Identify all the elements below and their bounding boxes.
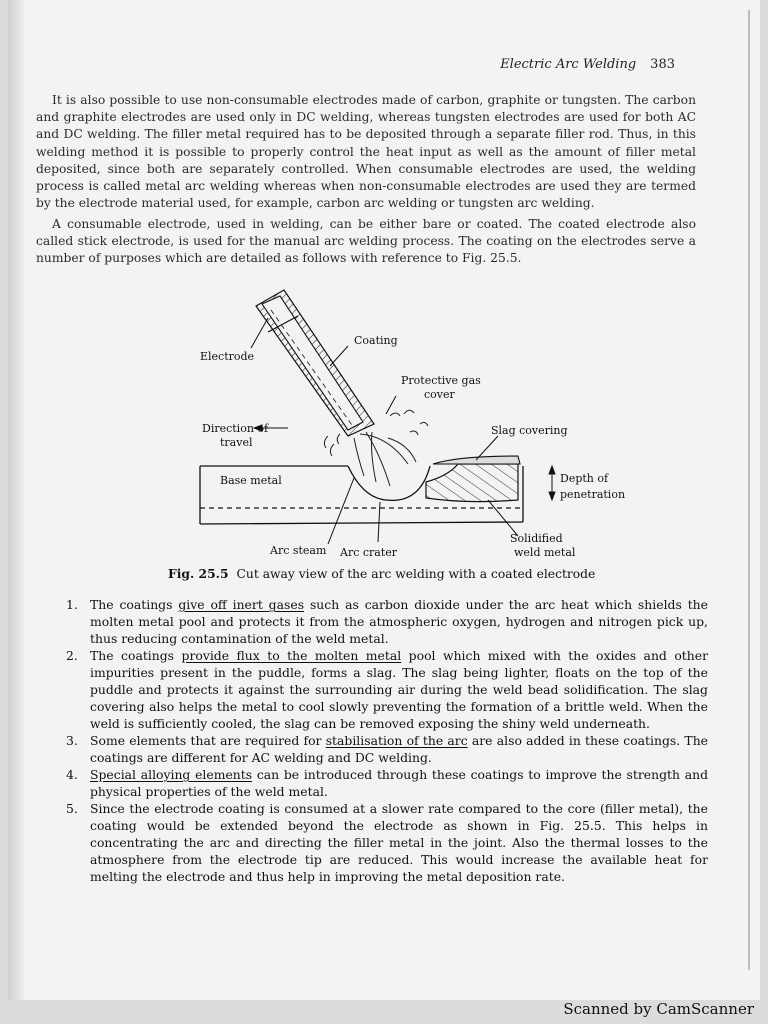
- label-direction-travel: travel: [220, 436, 253, 449]
- arc-welding-diagram: [158, 286, 648, 576]
- label-coating: Coating: [354, 334, 398, 347]
- label-arc-crater: Arc crater: [340, 546, 398, 559]
- figure-arc-welding: [158, 286, 648, 576]
- list-item: 1. The coatings give off inert gases such as carbon dioxide under the arc heat which shields the molten metal pool and protects it from the atmospheric oxygen, hydrogen and nitrogen pick up, thus reducing contamination of the weld metal.: [66, 597, 708, 646]
- list-item: 4. Special alloying elements can be introduced through these coatings to improve the strength and physical properties of the weld metal.: [66, 767, 708, 799]
- underlined-phrase: give off inert gases: [178, 597, 305, 612]
- list-item: 2. The coatings provide flux to the molten metal pool which mixed with the oxides and other impurities present in the puddle, forms a slag. The slag being lighter, floats on the top of the puddle and protects it against the surrounding air during the weld bead solidification. The slag covering also helps the metal to cool slowly preventing the formation of a brittle weld. When the weld is sufficiently cooled, the slag can be removed exposing the shiny weld underneath.: [66, 648, 708, 731]
- label-solidified-weld: weld metal: [514, 546, 576, 559]
- label-base-metal: Base metal: [220, 474, 282, 487]
- underlined-phrase: Special alloying elements: [90, 767, 253, 782]
- paragraph-non-consumable: It is also possible to use non-consumable electrodes made of carbon, graphite or tungsten. The carbon and graphite electrodes are used only in DC welding, whereas tungsten electrodes are used for both AC and DC welding. The filler metal required has to be deposited through a separate filler rod. Thus, in this welding method it is possible to properly control the heat input as well as the amount of filler metal deposited, since both are separately controlled. When consumable electrodes are used, the welding process is called metal arc welding whereas when non-consumable electrodes are used they are termed by the electrode material used, for example, carbon arc welding or tungsten arc welding.: [36, 93, 696, 211]
- paragraph-consumable: A consumable electrode, used in welding, can be either bare or coated. The coated electrode also called stick electrode, is used for the manual arc welding process. The coating on the electrodes serve a number of purposes which are detailed as follows with reference to Fig. 25.5.: [36, 217, 696, 266]
- figure-caption-text: Cut away view of the arc welding with a coated electrode: [236, 567, 596, 581]
- label-electrode: Electrode: [200, 350, 255, 363]
- list-item: 3. Some elements that are required for stabilisation of the arc are also added in these coatings. The coatings are different for AC welding and DC welding.: [66, 733, 709, 765]
- list-item: 5. Since the electrode coating is consumed at a slower rate compared to the core (filler metal), the coating would be extended beyond the electrode as shown in Fig. 25.5. This helps in concentrating the arc and directing the filler metal in the joint. Also the thermal losses to the atmosphere from the electrode tip are reduced. This would increase the available heat for melting the electrode and thus help in improving the metal deposition rate.: [66, 801, 708, 884]
- label-direction: Direction of: [202, 422, 269, 435]
- label-protective-gas-cover: cover: [424, 388, 455, 401]
- scanner-watermark: Scanned by CamScanner: [563, 1000, 754, 1018]
- underlined-phrase: stabilisation of the arc: [325, 733, 468, 748]
- running-header: [500, 57, 675, 72]
- page-number: 383: [650, 57, 675, 72]
- figure-number: Fig. 25.5: [168, 566, 229, 581]
- book-page: [8, 0, 760, 1000]
- label-arc-steam: Arc steam: [270, 544, 327, 557]
- coating-purposes-list: [66, 596, 708, 885]
- chapter-title: Electric Arc Welding: [500, 57, 637, 72]
- label-depth-penetration: penetration: [560, 488, 626, 501]
- label-depth: Depth of: [560, 472, 609, 485]
- label-slag-covering: Slag covering: [491, 424, 568, 437]
- underlined-phrase: provide flux to the molten metal: [181, 648, 402, 663]
- electrode: [256, 290, 374, 436]
- figure-caption: [168, 566, 595, 581]
- label-solidified: Solidified: [510, 532, 563, 545]
- solidified-weld-metal: [426, 464, 518, 502]
- label-protective-gas: Protective gas: [401, 374, 481, 387]
